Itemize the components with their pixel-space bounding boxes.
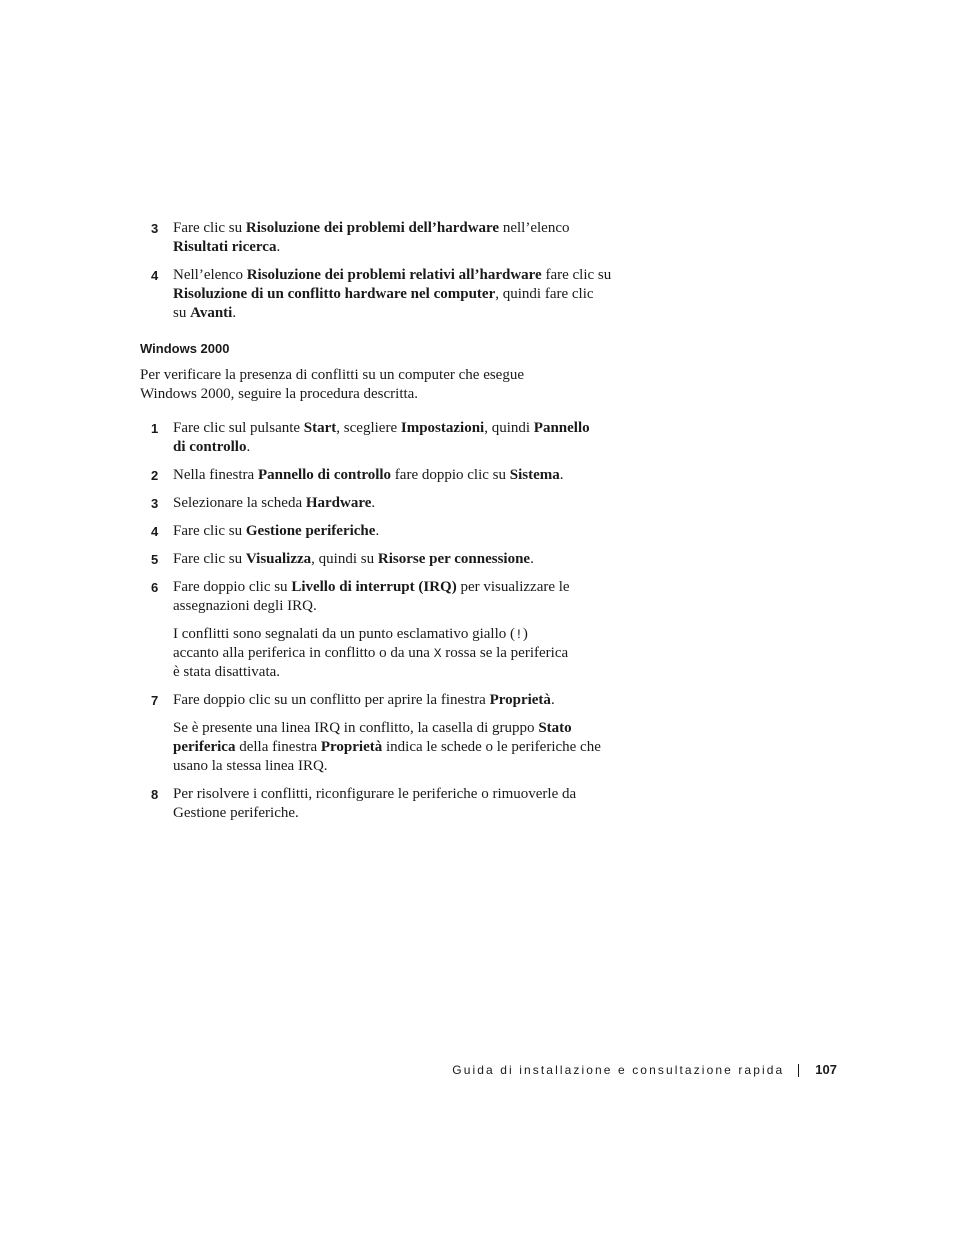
bold-term: Gestione periferiche bbox=[245, 523, 376, 539]
list-item bbox=[140, 494, 640, 513]
text-run: fare doppio clic su bbox=[391, 467, 510, 483]
steps-list-continued bbox=[140, 219, 640, 323]
bold-term: Visualizza bbox=[245, 551, 312, 567]
text-run: Windows 2000, seguire la procedura descritta. bbox=[140, 386, 419, 402]
bold-term: Avanti bbox=[190, 305, 233, 321]
list-item bbox=[140, 219, 640, 257]
text-run: , quindi su bbox=[311, 551, 378, 567]
bold-term: Risoluzione dei problemi dell’hardware bbox=[245, 220, 500, 236]
step-number: 4 bbox=[151, 524, 159, 539]
step-text bbox=[173, 466, 640, 485]
text-run: Fare doppio clic su un conflitto per aprire la finestra bbox=[173, 692, 490, 708]
text-run: Per verificare la presenza di conflitti su un computer che esegue bbox=[140, 367, 525, 383]
bold-term: Proprietà bbox=[320, 739, 383, 755]
bold-term: Hardware bbox=[305, 495, 372, 511]
text-run: Per risolvere i conflitti, riconfigurare le periferiche o rimuoverle da bbox=[173, 786, 577, 802]
text-run: ) bbox=[522, 626, 528, 642]
text-run: Selezionare la scheda bbox=[173, 495, 306, 511]
text-run: I conflitti sono segnalati da un punto esclamativo giallo ( bbox=[173, 626, 516, 642]
step-number: 1 bbox=[151, 421, 159, 436]
page-content bbox=[140, 219, 640, 832]
text-run: Se è presente una linea IRQ in conflitto, la casella di gruppo bbox=[173, 720, 539, 736]
text-run: Fare clic su bbox=[173, 551, 246, 567]
bold-term: Stato bbox=[538, 720, 572, 736]
text-run: Fare clic su bbox=[173, 523, 246, 539]
step-number: 7 bbox=[151, 693, 159, 708]
footer-book-title: Guida di installazione e consultazione rapida bbox=[452, 1063, 785, 1077]
step-text bbox=[173, 522, 640, 541]
list-item bbox=[140, 785, 640, 823]
text-run: fare clic su bbox=[541, 267, 612, 283]
list-item bbox=[140, 266, 640, 323]
text-run: rossa se la periferica bbox=[441, 645, 569, 661]
text-run: Fare clic sul pulsante bbox=[173, 420, 304, 436]
step-text bbox=[173, 219, 640, 257]
step-text bbox=[173, 494, 640, 513]
text-run: Nella finestra bbox=[173, 467, 258, 483]
list-item bbox=[140, 466, 640, 485]
step-text bbox=[173, 266, 640, 323]
text-run: , quindi bbox=[484, 420, 534, 436]
symbol-glyph: X bbox=[433, 646, 442, 661]
text-run: . bbox=[371, 495, 376, 511]
text-run: . bbox=[375, 523, 380, 539]
bold-term: Risoluzione dei problemi relativi all’hardware bbox=[246, 267, 542, 283]
bold-term: Pannello bbox=[533, 420, 590, 436]
text-run: nell’elenco bbox=[499, 220, 570, 236]
text-run: . bbox=[530, 551, 534, 567]
text-run: assegnazioni degli IRQ. bbox=[173, 598, 317, 614]
bold-term: Risorse per connessione bbox=[377, 551, 531, 567]
text-run: su bbox=[173, 305, 191, 321]
text-run: . bbox=[559, 467, 564, 483]
list-item bbox=[140, 550, 640, 569]
step-number: 6 bbox=[151, 580, 159, 595]
step-number: 4 bbox=[151, 268, 159, 283]
text-run: della finestra bbox=[235, 739, 321, 755]
steps-list-windows-2000 bbox=[140, 419, 640, 823]
text-run: . bbox=[276, 239, 281, 255]
step-text bbox=[173, 691, 640, 710]
text-run: . bbox=[246, 439, 251, 455]
list-item bbox=[140, 522, 640, 541]
page-footer bbox=[452, 1061, 837, 1079]
symbol-glyph: ! bbox=[515, 627, 523, 642]
bold-term: Sistema bbox=[509, 467, 560, 483]
step-number: 8 bbox=[151, 787, 159, 802]
step-text bbox=[173, 419, 640, 457]
text-run: . bbox=[232, 305, 237, 321]
footer-separator bbox=[798, 1064, 799, 1077]
step-number: 3 bbox=[151, 221, 159, 236]
text-run: , quindi fare clic bbox=[495, 286, 594, 302]
section-intro bbox=[140, 366, 640, 404]
text-run: accanto alla periferica in conflitto o da una bbox=[173, 645, 434, 661]
list-item bbox=[140, 691, 640, 776]
step-text bbox=[173, 785, 640, 823]
step-note bbox=[173, 625, 640, 682]
list-item bbox=[140, 419, 640, 457]
bold-term: Start bbox=[303, 420, 337, 436]
step-number: 3 bbox=[151, 496, 159, 511]
text-run: è stata disattivata. bbox=[173, 664, 281, 680]
step-note bbox=[173, 719, 640, 776]
text-run: per visualizzare le bbox=[456, 579, 570, 595]
text-run: Gestione periferiche. bbox=[173, 805, 299, 821]
text-run: Nell’elenco bbox=[173, 267, 247, 283]
page-number: 107 bbox=[815, 1062, 837, 1077]
bold-term: Risoluzione di un conflitto hardware nel computer bbox=[173, 286, 496, 302]
step-text bbox=[173, 578, 640, 616]
bold-term: Risultati ricerca bbox=[173, 239, 277, 255]
bold-term: Proprietà bbox=[489, 692, 551, 708]
list-item bbox=[140, 578, 640, 682]
text-run: usano la stessa linea IRQ. bbox=[173, 758, 328, 774]
bold-term: Pannello di controllo bbox=[257, 467, 392, 483]
text-run: indica le schede o le periferiche che bbox=[382, 739, 601, 755]
text-run: . bbox=[550, 692, 555, 708]
section-heading: Windows 2000 bbox=[140, 341, 230, 356]
step-text bbox=[173, 550, 640, 569]
bold-term: Impostazioni bbox=[400, 420, 485, 436]
bold-term: periferica bbox=[173, 739, 236, 755]
step-number: 2 bbox=[151, 468, 159, 483]
bold-term: Livello di interrupt (IRQ) bbox=[291, 579, 457, 595]
step-number: 5 bbox=[151, 552, 159, 567]
text-run: Fare doppio clic su bbox=[173, 579, 292, 595]
bold-term: di controllo bbox=[173, 439, 247, 455]
text-run: , scegliere bbox=[336, 420, 401, 436]
text-run: Fare clic su bbox=[173, 220, 246, 236]
